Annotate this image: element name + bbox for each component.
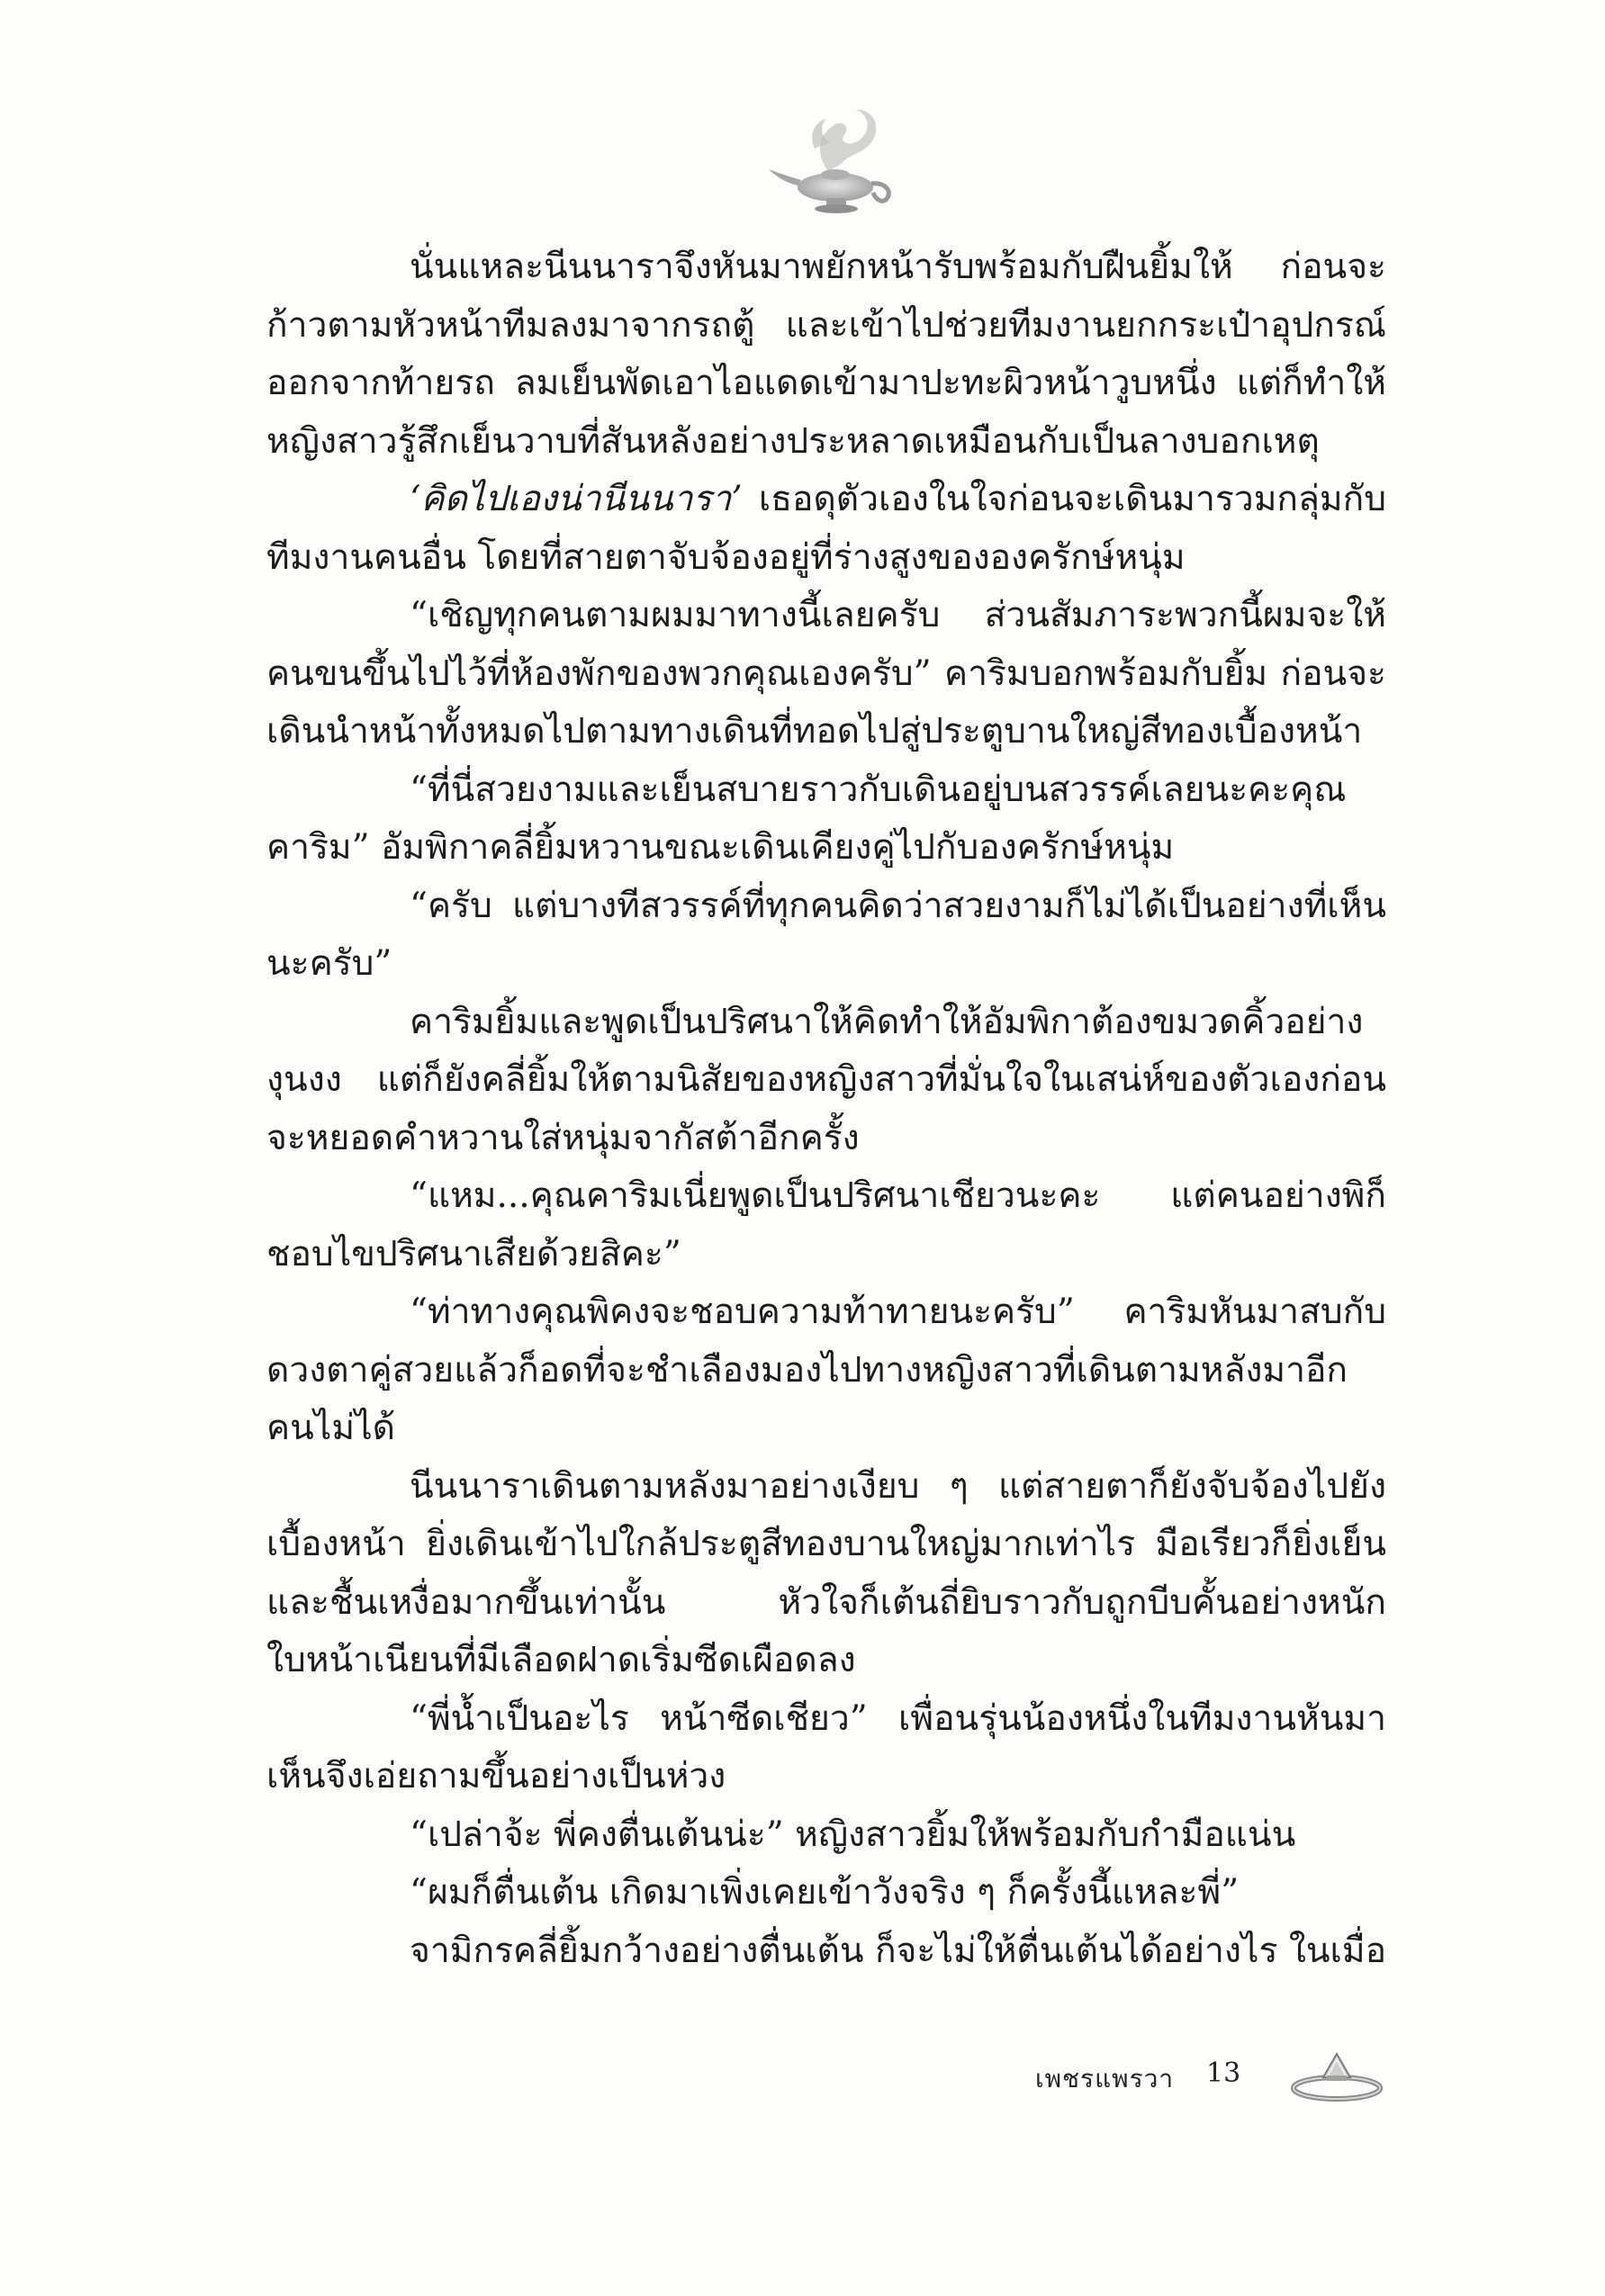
paragraph: คาริมยิ้มและพูดเป็นปริศนาให้คิดทำให้อัมพิกาต้องขมวดคิ้วอย่างงุนงง แต่ก็ยังคลี่ยิ้มให้ตามนิสัยของหญิงสาวที่มั่นใจในเสน่ห์ของตัวเองก่อนจะหยอดคำหวานใส่หนุ่มจากัสต้าอีกครั้ง [266,1001,1386,1158]
paragraph-text: เธอดุตัวเองในใจก่อนจะเดินมารวมกลุ่มกับทีมงานคนอื่น โดยที่สายตาจับจ้องอยู่ที่ร่างสูงขององครักษ์หนุ่ม [266,479,1386,578]
italic-thought: ‘คิดไปเองน่านีนนารา’ [410,479,743,519]
paragraph: “เปล่าจ้ะ พี่คงตื่นเต้นน่ะ” หญิงสาวยิ้มให้พร้อมกับกำมือแน่น [410,1814,1296,1855]
diamond-ring-icon [1287,2050,1386,2104]
paragraph: “ท่าทางคุณพิคงจะชอบความท้าทายนะครับ” คาริมหันมาสบกับดวงตาคู่สวยแล้วก็อดที่จะชำเลืองมองไปทางหญิงสาวที่เดินตามหลังมาอีกคนไม่ได้ [266,1292,1386,1448]
paragraph: นั่นแหละนีนนาราจึงหันมาพยักหน้ารับพร้อมกับฝืนยิ้มให้ ก่อนจะก้าวตามหัวหน้าทีมลงมาจากรถตู้ และเข้าไปช่วยทีมงานยกกระเป๋าอุปกรณ์ออกจากท้ายรถ ลมเย็นพัดเอาไอแดดเข้ามาปะทะผิวหน้าวูบหนึ่ง แต่ก็ทำให้หญิงสาวรู้สึกเย็นวาบที่สันหลังอย่างประหลาดเหมือนกับเป็นลางบอกเหตุ [266,247,1386,462]
magic-lamp-icon [765,99,900,221]
paragraph: “แหม...คุณคาริมเนี่ยพูดเป็นปริศนาเชียวนะคะ แต่คนอย่างพิก็ชอบไขปริศนาเสียด้วยสิคะ” [266,1175,1386,1274]
paragraph: “ครับ แต่บางทีสวรรค์ที่ทุกคนคิดว่าสวยงามก็ไม่ได้เป็นอย่างที่เห็นนะครับ” [266,885,1386,984]
paragraph: “พี่น้ำเป็นอะไร หน้าซีดเชียว” เพื่อนรุ่นน้องหนึ่งในทีมงานหันมาเห็นจึงเอ่ยถามขึ้นอย่างเป็นห่วง [266,1697,1386,1796]
page-number: 13 [1206,2057,1241,2089]
paragraph [266,471,1386,587]
paragraph: นีนนาราเดินตามหลังมาอย่างเงียบ ๆ แต่สายตาก็ยังจับจ้องไปยังเบื้องหน้า ยิ่งเดินเข้าไปใกล้ประตูสีทองบานใหญ่มากเท่าไร มือเรียวก็ยิ่งเย็นและชื้นเหงื่อมากขึ้นเท่านั้น หัวใจก็เต้นถี่ยิบราวกับถูกบีบคั้นอย่างหนักใบหน้าเนียนที่มีเลือดฝาดเริ่มซีดเผือดลง [266,1465,1386,1680]
book-title: เพชรแพรวา [1035,2064,1175,2093]
story-body [266,239,1386,1980]
page-footer [1035,2050,1413,2104]
paragraph: “เชิญทุกคนตามผมมาทางนี้เลยครับ ส่วนสัมภาระพวกนี้ผมจะให้คนขนขึ้นไปไว้ที่ห้องพักของพวกคุณเองครับ” คาริมบอกพร้อมกับยิ้ม ก่อนจะเดินนำหน้าทั้งหมดไปตามทางเดินที่ทอดไปสู่ประตูบานใหญ่สีทองเบื้องหน้า [266,595,1386,752]
paragraph: จามิกรคลี่ยิ้มกว้างอย่างตื่นเต้น ก็จะไม่ให้ตื่นเต้นได้อย่างไร ในเมื่อ [410,1930,1387,1971]
paragraph: “ผมก็ตื่นเต้น เกิดมาเพิ่งเคยเข้าวังจริง ๆ ก็ครั้งนี้แหละพี่” [410,1872,1240,1913]
paragraph: “ที่นี่สวยงามและเย็นสบายราวกับเดินอยู่บนสวรรค์เลยนะคะคุณคาริม” อัมพิกาคลี่ยิ้มหวานขณะเดินเคียงคู่ไปกับองครักษ์หนุ่ม [266,769,1347,868]
